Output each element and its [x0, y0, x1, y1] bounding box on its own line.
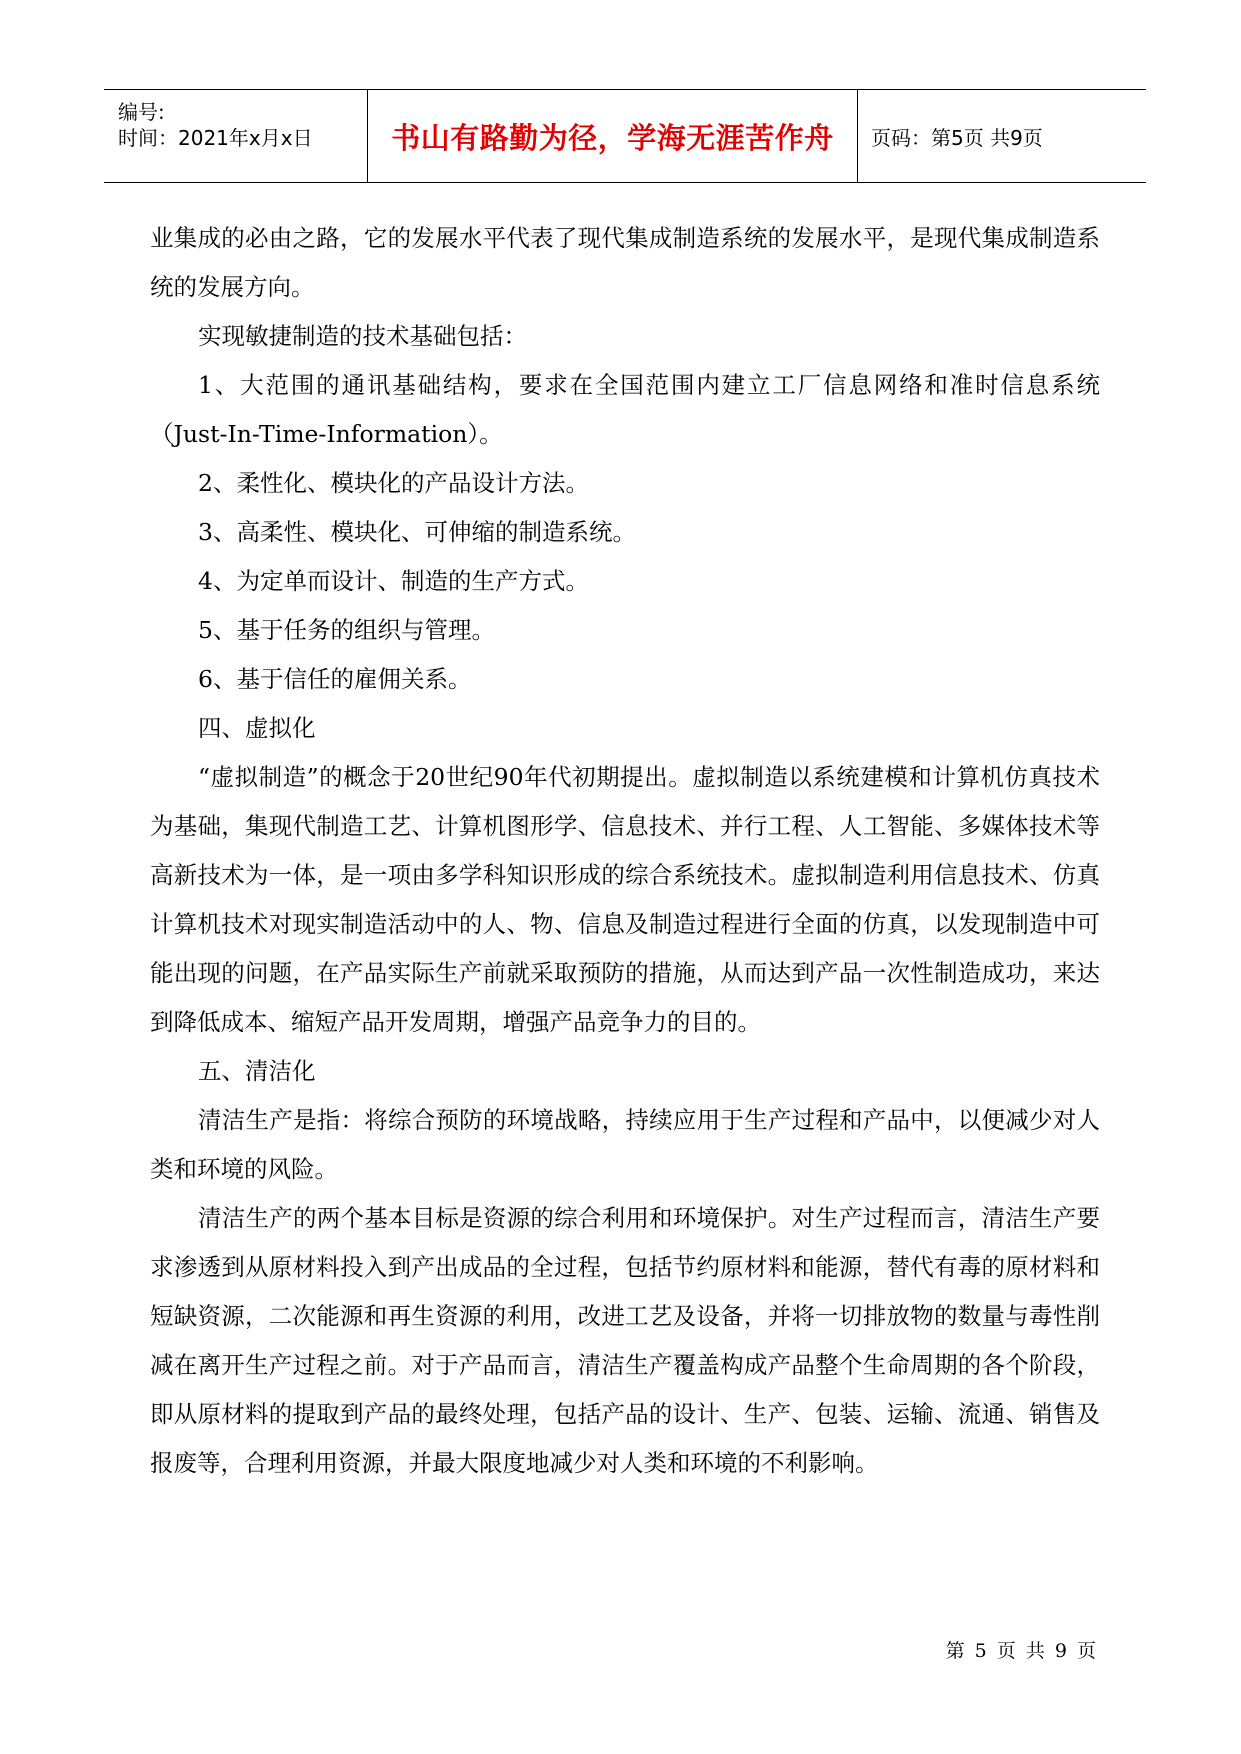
document-header — [104, 89, 1146, 183]
body-paragraph: 清洁生产是指：将综合预防的环境战略，持续应用于生产过程和产品中，以便减少对人类和环境的风险。 — [150, 1106, 1100, 1183]
header-motto: 书山有路勤为径，学海无涯苦作舟 — [391, 120, 834, 155]
document-body — [150, 214, 1100, 1488]
list-item: 4、为定单而设计、制造的生产方式。 — [198, 567, 589, 595]
body-paragraph: 实现敏捷制造的技术基础包括： — [198, 322, 527, 350]
list-item: 5、基于任务的组织与管理。 — [198, 616, 495, 644]
body-paragraph: 1、大范围的通讯基础结构，要求在全国范围内建立工厂信息网络和准时信息系统（Just-In-Time-Information）。 — [150, 371, 1100, 448]
list-item: 3、高柔性、模块化、可伸缩的制造系统。 — [198, 518, 636, 546]
section-heading: 五、清洁化 — [198, 1057, 316, 1085]
list-item: 2、柔性化、模块化的产品设计方法。 — [198, 469, 589, 497]
header-page-cell — [858, 90, 1146, 182]
list-item: 6、基于信任的雇佣关系。 — [198, 665, 472, 693]
body-paragraph: “虚拟制造”的概念于20世纪90年代初期提出。虚拟制造以系统建模和计算机仿真技术为基础，集现代制造工艺、计算机图形学、信息技术、并行工程、人工智能、多媒体技术等高新技术为一体，是一项由多学科知识形成的综合系统技术。虚拟制造利用信息技术、仿真计算机技术对现实制造活动中的人、物、信息及制造过程进行全面的仿真，以发现制造中可能出现的问题，在产品实际生产前就采取预防的措施，从而达到产品一次性制造成功，来达到降低成本、缩短产品开发周期，增强产品竞争力的目的。 — [150, 763, 1100, 1036]
header-page-info: 页码：第5页 共9页 — [871, 125, 1043, 150]
header-motto-cell — [368, 90, 858, 182]
page-footer: 第 5 页 共 9 页 — [945, 1640, 1098, 1662]
body-paragraph: 清洁生产的两个基本目标是资源的综合利用和环境保护。对生产过程而言，清洁生产要求渗透到从原材料投入到产出成品的全过程，包括节约原材料和能源，替代有毒的原材料和短缺资源，二次能源和再生资源的利用，改进工艺及设备，并将一切排放物的数量与毒性削减在离开生产过程之前。对于产品而言，清洁生产覆盖构成产品整个生命周期的各个阶段，即从原材料的提取到产品的最终处理，包括产品的设计、生产、包装、运输、流通、销售及报废等，合理利用资源，并最大限度地减少对人类和环境的不利影响。 — [150, 1204, 1100, 1477]
header-meta-cell — [104, 90, 368, 182]
document-time-label: 时间：2021年x月x日 — [118, 126, 313, 150]
body-paragraph: 业集成的必由之路，它的发展水平代表了现代集成制造系统的发展水平，是现代集成制造系统的发展方向。 — [150, 224, 1100, 301]
section-heading: 四、虚拟化 — [198, 714, 316, 742]
document-number-label: 编号: — [118, 100, 165, 124]
